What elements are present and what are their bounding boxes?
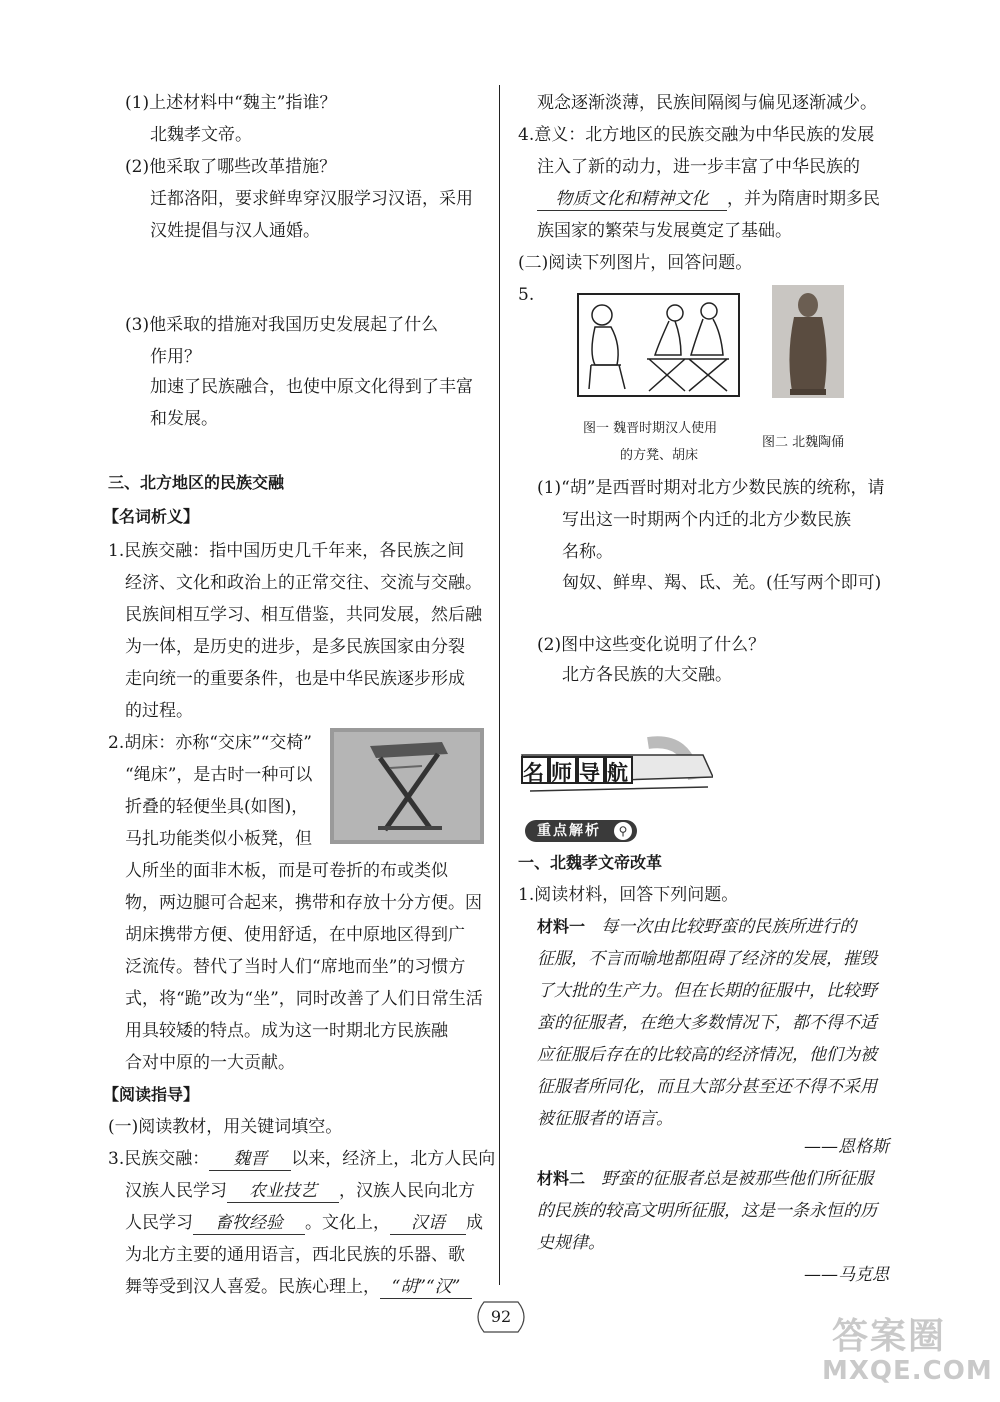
item-3-l3-mid: 。文化上， <box>305 1213 390 1233</box>
reading-item-3-line-1 <box>108 1148 495 1171</box>
term-2-line-7: 胡床携带方便、使用舒适，在中原地区得到广 <box>125 925 465 945</box>
figure-1-caption-line-2: 的方凳、胡床 <box>620 448 699 463</box>
material-1-line-6: 征服者所同化，而且大部分甚至还不得不采用 <box>537 1077 877 1097</box>
banner-title: 名师导航 <box>523 760 635 785</box>
material-1-text-1: 每一次由比较野蛮的民族所进行的 <box>601 917 857 937</box>
blank-weijin: 魏晋 <box>209 1148 291 1171</box>
reading-item-3-line-3 <box>125 1212 483 1235</box>
figure-2-photo <box>772 285 844 398</box>
answer-3-line-2: 和发展。 <box>150 409 218 429</box>
reading-item-3-line-4: 为北方主要的通用语言，西北民族的乐器、歌 <box>125 1245 465 1265</box>
answer-3-line-1: 加速了民族融合，也使中原文化得到了丰富 <box>150 377 473 397</box>
watermark-logo: 答案圈 <box>832 1316 947 1357</box>
material-1-line-4: 蛮的征服者，在绝大多数情况下，都不得不适 <box>537 1013 877 1033</box>
question-5-1-line-3: 名称。 <box>562 542 613 562</box>
material-1-line-3: 了大批的生产力。但在长期的征服中，比较野 <box>537 981 877 1001</box>
figure-2-caption: 图二 北魏陶俑 <box>762 435 845 450</box>
term-2-line-6: 物，两边腿可合起来，携带和存放十分方便。因 <box>125 893 482 913</box>
material-2-line-2: 的民族的较高文明所征服，这是一条永恒的历 <box>537 1201 877 1221</box>
reading-part-1: (一)阅读教材，用关键词填空。 <box>108 1117 343 1137</box>
item-3-l3-suffix: 成 <box>466 1213 483 1233</box>
folding-stool-photo <box>330 728 484 844</box>
item-3-l5-prefix: 舞等受到汉人喜爱。民族心理上， <box>125 1277 380 1297</box>
point-4-line-4: 族国家的繁荣与发展奠定了基础。 <box>537 221 792 241</box>
question-1: (1)上述材料中“魏主”指谁？ <box>125 93 337 113</box>
material-2-source: ——马克思 <box>804 1265 889 1285</box>
term-2-line-2: “绳床”，是古时一种可以 <box>125 765 313 785</box>
question-5-1-line-2: 写出这一时期两个内迁的北方少数民族 <box>562 510 851 530</box>
reading-item-3-line-5 <box>125 1276 472 1299</box>
material-2-label: 材料二 <box>537 1169 586 1188</box>
page-number-text: 92 <box>490 1307 512 1326</box>
blank-herding: 畜牧经验 <box>193 1212 305 1235</box>
term-2-line-11: 合对中原的一大贡献。 <box>125 1053 295 1073</box>
material-1-label: 材料一 <box>537 917 586 936</box>
term-1-line-5: 走向统一的重要条件，也是中华民族逐步形成 <box>125 669 465 689</box>
answer-2-line-1: 迁都洛阳，要求鲜卑穿汉服学习汉语，采用 <box>150 189 473 209</box>
blank-agriculture: 农业技艺 <box>227 1180 339 1203</box>
key-analysis-label: 重点解析 <box>537 823 601 839</box>
question-5-1-line-1: (1)“胡”是西晋时期对北方少数民族的统称，请 <box>537 478 885 498</box>
point-4-l3-suffix: ，并为隋唐时期多民 <box>727 189 880 209</box>
question-5-number: 5. <box>518 285 535 305</box>
term-1-line-6: 的过程。 <box>125 701 193 721</box>
answer-5-2: 北方各民族的大交融。 <box>562 665 732 685</box>
reading-part-2: (二)阅读下列图片，回答问题。 <box>518 253 753 273</box>
answer-1: 北魏孝文帝。 <box>150 125 252 145</box>
figure-1-sketch <box>577 293 740 397</box>
item-3-l3-prefix: 人民学习 <box>125 1213 193 1233</box>
material-1-line-1 <box>537 916 856 938</box>
point-4-line-1: 4.意义：北方地区的民族交融为中华民族的发展 <box>518 125 875 145</box>
terms-heading: 【名词析义】 <box>103 507 200 526</box>
question-5-2: (2)图中这些变化说明了什么？ <box>537 635 766 655</box>
term-2-line-3: 折叠的轻便坐具(如图)， <box>125 797 309 817</box>
read-material-prompt: 1.阅读材料，回答下列问题。 <box>518 885 739 905</box>
reading-item-3-line-2 <box>125 1180 475 1203</box>
term-1-line-2: 经济、文化和政治上的正常交往、交流与交融。 <box>125 573 482 593</box>
page-number <box>470 1298 532 1336</box>
term-2-line-5: 人所坐的面非木板，而是可卷折的布或类似 <box>125 861 448 881</box>
term-1-line-1: 1.民族交融：指中国历史几千年来，各民族之间 <box>108 541 465 561</box>
search-icon: ⚲ <box>614 822 632 840</box>
term-2-line-8: 泛流传。替代了当时人们“席地而坐”的习惯方 <box>125 957 466 977</box>
item-3-text: 以来，经济上，北方人民向 <box>291 1149 496 1169</box>
question-2: (2)他采取了哪些改革措施？ <box>125 157 337 177</box>
material-2-line-1 <box>537 1168 873 1190</box>
question-3-line-1: (3)他采取的措施对我国历史发展起了什么 <box>125 315 439 335</box>
material-1-source: ——恩格斯 <box>804 1137 889 1157</box>
point-4-line-3 <box>537 188 880 211</box>
item-3-prefix: 3.民族交融： <box>108 1149 210 1169</box>
question-3-line-2: 作用？ <box>150 347 201 367</box>
point-4-line-2: 注入了新的动力，进一步丰富了中华民族的 <box>537 157 860 177</box>
section-heading-1: 一、北魏孝文帝改革 <box>518 853 663 872</box>
blank-chinese: 汉语 <box>390 1212 466 1235</box>
term-2-line-9: 式，将“跪”改为“坐”，同时改善了人们日常生活 <box>125 989 483 1009</box>
term-2-line-10: 用具较矮的特点。成为这一时期北方民族融 <box>125 1021 448 1041</box>
term-2-line-1: 2.胡床：亦称“交床”“交椅” <box>108 733 312 753</box>
answer-5-1: 匈奴、鲜卑、羯、氐、羌。(任写两个即可) <box>562 573 882 593</box>
material-1-line-5: 应征服后存在的比较高的经济情况，他们为被 <box>537 1045 877 1065</box>
term-1-line-3: 民族间相互学习、相互借鉴，共同发展，然后融 <box>125 605 482 625</box>
answer-2-line-2: 汉姓提倡与汉人通婚。 <box>150 221 320 241</box>
item-3-l2-prefix: 汉族人民学习 <box>125 1181 227 1201</box>
term-1-line-4: 为一体，是历史的进步，是多民族国家由分裂 <box>125 637 465 657</box>
material-1-line-7: 被征服者的语言。 <box>537 1109 673 1129</box>
right-line-continued: 观念逐渐淡薄，民族间隔阂与偏见逐渐减少。 <box>537 93 877 113</box>
watermark-url: MXQE.COM <box>822 1356 993 1386</box>
material-2-text-1: 野蛮的征服者总是被那些他们所征服 <box>601 1169 874 1189</box>
section-heading-3: 三、北方地区的民族交融 <box>108 473 285 492</box>
reading-heading: 【阅读指导】 <box>103 1085 200 1104</box>
term-2-line-4: 马扎功能类似小板凳，但 <box>125 829 312 849</box>
item-3-l2-suffix: ，汉族人民向北方 <box>339 1181 475 1201</box>
blank-material-culture: 物质文化和精神文化 <box>537 188 727 211</box>
figure-1-caption-line-1: 图一 魏晋时期汉人使用 <box>583 421 718 436</box>
material-1-line-2: 征服，不言而喻地都阻碍了经济的发展，摧毁 <box>537 949 877 969</box>
blank-hu-han: “胡”“汉” <box>380 1276 472 1299</box>
material-2-line-3: 史规律。 <box>537 1233 605 1253</box>
column-divider <box>499 85 500 1285</box>
